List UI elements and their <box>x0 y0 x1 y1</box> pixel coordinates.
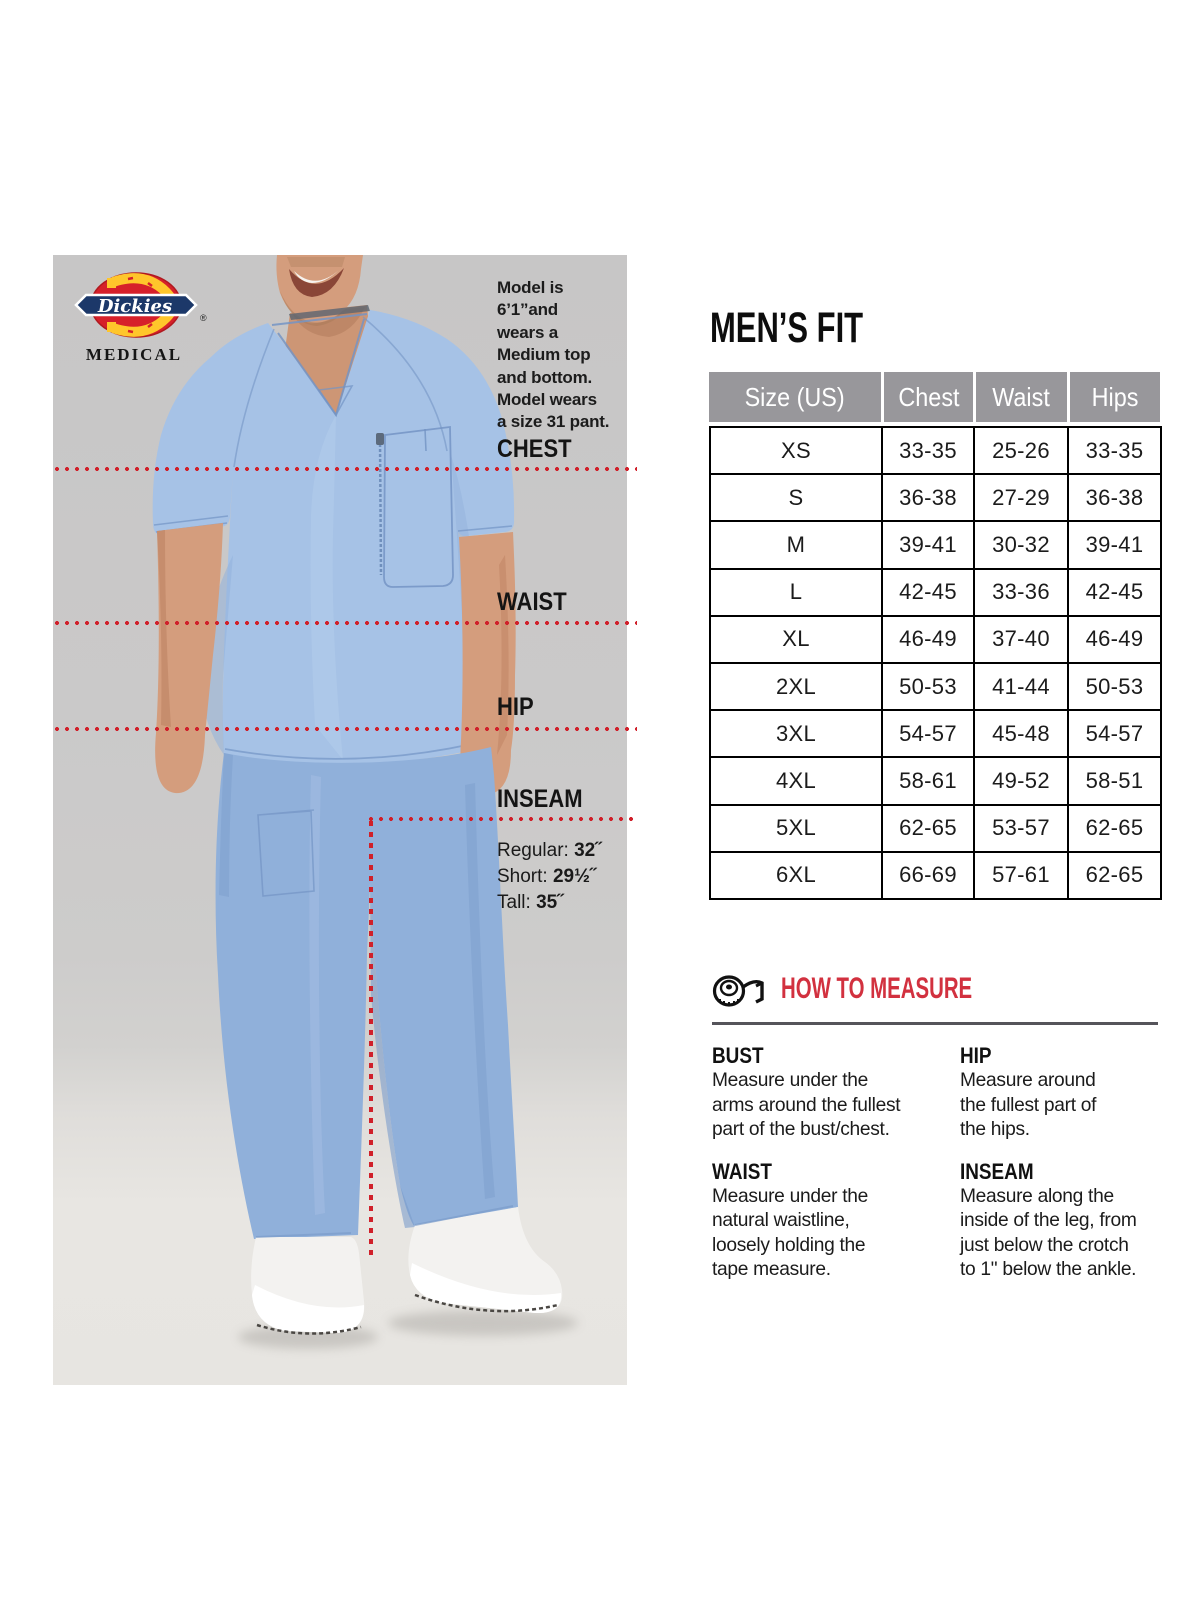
inseam-length-row: Tall: 35˝ <box>497 892 564 913</box>
inseam-heading: INSEAM <box>960 1158 1034 1184</box>
table-row <box>710 616 1161 663</box>
instruction-line: Measure under the <box>712 1070 868 1091</box>
dickies-logo <box>73 271 213 345</box>
measure-instructions-left <box>712 1043 952 1283</box>
cell-hips: 36-38 <box>1068 474 1161 521</box>
cell-chest: 36-38 <box>882 474 974 521</box>
size-table-body <box>709 426 1162 900</box>
pen-slot-stitch <box>425 429 426 451</box>
model-photo-panel <box>53 255 627 1385</box>
instruction-line: natural waistline, <box>712 1210 850 1231</box>
model-note-line: wears a <box>497 322 558 342</box>
instruction-line: Measure under the <box>712 1185 868 1207</box>
cell-waist: 57-61 <box>974 852 1068 899</box>
instruction-line: arms around the fullest <box>712 1094 901 1116</box>
tape-measure-icon <box>712 971 770 1013</box>
cell-size: L <box>710 569 882 616</box>
cell-hips: 46-49 <box>1068 616 1161 663</box>
size-table-header <box>709 372 1160 422</box>
model-note-line: a size 31 pant. <box>497 412 610 432</box>
inseam-label: INSEAM <box>497 785 583 813</box>
inseam-guide-line-vertical <box>369 821 373 1257</box>
cell-size: M <box>710 521 882 568</box>
cell-size: 4XL <box>710 757 882 804</box>
cell-size: 6XL <box>710 852 882 899</box>
hip-heading: HIP <box>960 1043 992 1068</box>
shadow-right-shoe <box>388 1310 578 1336</box>
cell-chest: 58-61 <box>882 757 974 804</box>
inseam-guide-line-horizontal <box>369 817 637 821</box>
inseam-lengths <box>497 838 602 916</box>
cell-waist: 41-44 <box>974 663 1068 710</box>
cell-size: XS <box>710 427 882 474</box>
instruction-line: Measure around <box>960 1070 1096 1091</box>
table-row <box>710 710 1161 757</box>
bust-heading: BUST <box>712 1043 764 1068</box>
table-row <box>710 474 1161 521</box>
cell-waist: 30-32 <box>974 521 1068 568</box>
size-table <box>709 372 1160 900</box>
cell-chest: 62-65 <box>882 805 974 852</box>
model-note-line: and bottom. <box>497 367 593 387</box>
chest-label: CHEST <box>497 435 572 463</box>
instruction-line: just below the crotch <box>960 1234 1129 1256</box>
cell-hips: 62-65 <box>1068 805 1161 852</box>
cell-size: 5XL <box>710 805 882 852</box>
cell-waist: 33-36 <box>974 569 1068 616</box>
table-row <box>710 663 1161 710</box>
mustache-stubble <box>287 257 345 267</box>
cell-chest: 42-45 <box>882 569 974 616</box>
inseam-length-row: Regular: 32˝ <box>497 840 602 861</box>
instruction-line: the hips. <box>960 1119 1030 1140</box>
page-title: MEN’S FIT <box>710 304 864 352</box>
table-row <box>710 427 1161 474</box>
hip-label: HIP <box>497 693 534 721</box>
table-row <box>710 521 1161 568</box>
cell-chest: 50-53 <box>882 663 974 710</box>
cell-hips: 54-57 <box>1068 710 1161 757</box>
horseshoe-end-top <box>107 278 116 288</box>
cell-waist: 27-29 <box>974 474 1068 521</box>
table-row <box>710 569 1161 616</box>
instruction-line: Measure along the <box>960 1185 1114 1207</box>
cell-waist: 53-57 <box>974 805 1068 852</box>
cell-size: 3XL <box>710 710 882 757</box>
column-header-waist: Waist <box>973 372 1067 422</box>
hip-guide-line <box>55 727 637 731</box>
waist-guide-line <box>55 621 637 625</box>
cell-waist: 25-26 <box>974 427 1068 474</box>
cell-chest: 33-35 <box>882 427 974 474</box>
table-row <box>710 852 1161 899</box>
instruction-line: the fullest part of <box>960 1094 1097 1116</box>
cell-waist: 37-40 <box>974 616 1068 663</box>
registered-mark: ® <box>200 313 207 323</box>
cell-chest: 39-41 <box>882 521 974 568</box>
cell-chest: 46-49 <box>882 616 974 663</box>
brand-division-label: MEDICAL <box>85 345 183 364</box>
cell-hips: 50-53 <box>1068 663 1161 710</box>
chest-guide-line <box>55 467 637 471</box>
model-note <box>497 277 631 434</box>
cell-size: XL <box>710 616 882 663</box>
cell-hips: 39-41 <box>1068 521 1161 568</box>
how-to-measure-title: HOW TO MEASURE <box>781 972 973 1005</box>
waist-heading: WAIST <box>712 1158 772 1184</box>
model-note-line: Model is <box>497 278 564 297</box>
inseam-length-row: Short: 29½˝ <box>497 866 597 887</box>
cell-chest: 54-57 <box>882 710 974 757</box>
zipper-pull <box>376 433 384 445</box>
divider <box>712 1022 1158 1025</box>
table-row <box>710 805 1161 852</box>
table-row <box>710 757 1161 804</box>
cell-hips: 58-51 <box>1068 757 1161 804</box>
cell-chest: 66-69 <box>882 852 974 899</box>
logo-wordmark: Dickies <box>97 296 173 317</box>
cell-hips: 62-65 <box>1068 852 1161 899</box>
column-header-hips: Hips <box>1067 372 1160 422</box>
measure-instructions-right <box>960 1043 1175 1283</box>
instruction-line: to 1" below the ankle. <box>960 1259 1137 1280</box>
waist-label: WAIST <box>497 588 567 616</box>
instruction-line: inside of the leg, from <box>960 1210 1137 1231</box>
horseshoe-end-bottom <box>107 322 116 332</box>
cell-waist: 45-48 <box>974 710 1068 757</box>
model-note-line: Medium top <box>497 345 591 365</box>
column-header-chest: Chest <box>881 372 973 422</box>
instruction-line: part of the bust/chest. <box>712 1119 890 1140</box>
instruction-line: loosely holding the <box>712 1234 866 1256</box>
cell-hips: 42-45 <box>1068 569 1161 616</box>
instruction-line: tape measure. <box>712 1259 831 1280</box>
cell-waist: 49-52 <box>974 757 1068 804</box>
cell-hips: 33-35 <box>1068 427 1161 474</box>
cell-size: S <box>710 474 882 521</box>
model-note-line: Model wears <box>497 390 597 410</box>
cell-size: 2XL <box>710 663 882 710</box>
column-header-size: Size (US) <box>744 381 846 412</box>
model-note-line: 6’1”and <box>497 300 558 320</box>
